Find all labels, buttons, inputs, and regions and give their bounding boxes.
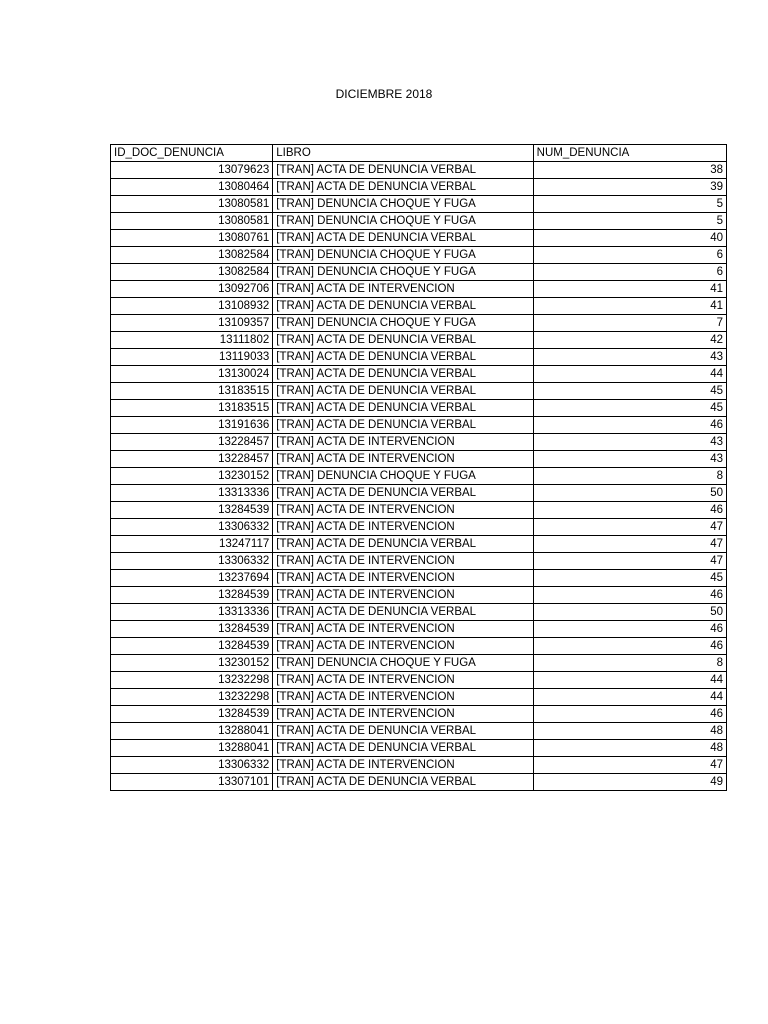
cell-libro: [TRAN] DENUNCIA CHOQUE Y FUGA xyxy=(273,213,533,230)
cell-libro: [TRAN] DENUNCIA CHOQUE Y FUGA xyxy=(273,315,533,332)
cell-id-doc-denuncia: 13232298 xyxy=(111,689,273,706)
table-row xyxy=(111,366,727,383)
cell-num-denuncia: 8 xyxy=(533,655,726,672)
table-row xyxy=(111,740,727,757)
cell-num-denuncia: 47 xyxy=(533,553,726,570)
cell-id-doc-denuncia: 13284539 xyxy=(111,621,273,638)
cell-libro: [TRAN] ACTA DE DENUNCIA VERBAL xyxy=(273,536,533,553)
cell-libro: [TRAN] ACTA DE DENUNCIA VERBAL xyxy=(273,230,533,247)
table-header-row xyxy=(111,145,727,162)
cell-id-doc-denuncia: 13306332 xyxy=(111,757,273,774)
cell-num-denuncia: 5 xyxy=(533,196,726,213)
table-row xyxy=(111,247,727,264)
table-row xyxy=(111,621,727,638)
table-row xyxy=(111,468,727,485)
cell-num-denuncia: 49 xyxy=(533,774,726,791)
table-row xyxy=(111,179,727,196)
cell-libro: [TRAN] ACTA DE INTERVENCION xyxy=(273,281,533,298)
cell-num-denuncia: 39 xyxy=(533,179,726,196)
cell-libro: [TRAN] ACTA DE DENUNCIA VERBAL xyxy=(273,179,533,196)
table-row xyxy=(111,451,727,468)
cell-num-denuncia: 46 xyxy=(533,621,726,638)
table-row xyxy=(111,315,727,332)
cell-id-doc-denuncia: 13313336 xyxy=(111,485,273,502)
cell-id-doc-denuncia: 13191636 xyxy=(111,417,273,434)
cell-id-doc-denuncia: 13247117 xyxy=(111,536,273,553)
cell-num-denuncia: 46 xyxy=(533,638,726,655)
cell-num-denuncia: 42 xyxy=(533,332,726,349)
cell-id-doc-denuncia: 13230152 xyxy=(111,655,273,672)
cell-libro: [TRAN] ACTA DE DENUNCIA VERBAL xyxy=(273,723,533,740)
page-title: DICIEMBRE 2018 xyxy=(335,87,433,101)
table-row xyxy=(111,264,727,281)
cell-num-denuncia: 45 xyxy=(533,400,726,417)
cell-id-doc-denuncia: 13284539 xyxy=(111,638,273,655)
table-row xyxy=(111,655,727,672)
cell-id-doc-denuncia: 13080581 xyxy=(111,196,273,213)
cell-num-denuncia: 44 xyxy=(533,689,726,706)
cell-num-denuncia: 40 xyxy=(533,230,726,247)
cell-libro: [TRAN] ACTA DE INTERVENCION xyxy=(273,519,533,536)
cell-id-doc-denuncia: 13109357 xyxy=(111,315,273,332)
cell-id-doc-denuncia: 13119033 xyxy=(111,349,273,366)
header-id-doc-denuncia: ID_DOC_DENUNCIA xyxy=(111,145,273,162)
table-row xyxy=(111,638,727,655)
denuncias-table xyxy=(110,144,727,791)
cell-libro: [TRAN] DENUNCIA CHOQUE Y FUGA xyxy=(273,468,533,485)
cell-id-doc-denuncia: 13082584 xyxy=(111,247,273,264)
cell-libro: [TRAN] ACTA DE INTERVENCION xyxy=(273,570,533,587)
cell-id-doc-denuncia: 13232298 xyxy=(111,672,273,689)
cell-num-denuncia: 7 xyxy=(533,315,726,332)
cell-num-denuncia: 43 xyxy=(533,349,726,366)
cell-num-denuncia: 47 xyxy=(533,536,726,553)
cell-libro: [TRAN] ACTA DE INTERVENCION xyxy=(273,689,533,706)
table-row xyxy=(111,434,727,451)
cell-id-doc-denuncia: 13080464 xyxy=(111,179,273,196)
cell-libro: [TRAN] ACTA DE DENUNCIA VERBAL xyxy=(273,332,533,349)
table-row xyxy=(111,774,727,791)
cell-num-denuncia: 6 xyxy=(533,264,726,281)
cell-libro: [TRAN] ACTA DE INTERVENCION xyxy=(273,672,533,689)
cell-libro: [TRAN] ACTA DE INTERVENCION xyxy=(273,706,533,723)
table-row xyxy=(111,162,727,179)
cell-id-doc-denuncia: 13284539 xyxy=(111,706,273,723)
cell-libro: [TRAN] ACTA DE INTERVENCION xyxy=(273,587,533,604)
cell-libro: [TRAN] ACTA DE DENUNCIA VERBAL xyxy=(273,298,533,315)
cell-num-denuncia: 48 xyxy=(533,723,726,740)
cell-id-doc-denuncia: 13284539 xyxy=(111,502,273,519)
cell-num-denuncia: 46 xyxy=(533,417,726,434)
cell-num-denuncia: 50 xyxy=(533,485,726,502)
cell-id-doc-denuncia: 13306332 xyxy=(111,519,273,536)
cell-libro: [TRAN] ACTA DE INTERVENCION xyxy=(273,757,533,774)
cell-num-denuncia: 48 xyxy=(533,740,726,757)
cell-libro: [TRAN] ACTA DE INTERVENCION xyxy=(273,638,533,655)
cell-id-doc-denuncia: 13079623 xyxy=(111,162,273,179)
cell-id-doc-denuncia: 13228457 xyxy=(111,451,273,468)
cell-libro: [TRAN] ACTA DE DENUNCIA VERBAL xyxy=(273,740,533,757)
cell-num-denuncia: 46 xyxy=(533,502,726,519)
table-row xyxy=(111,196,727,213)
header-libro: LIBRO xyxy=(273,145,533,162)
cell-id-doc-denuncia: 13080581 xyxy=(111,213,273,230)
cell-id-doc-denuncia: 13130024 xyxy=(111,366,273,383)
cell-libro: [TRAN] ACTA DE DENUNCIA VERBAL xyxy=(273,485,533,502)
cell-id-doc-denuncia: 13082584 xyxy=(111,264,273,281)
cell-libro: [TRAN] ACTA DE DENUNCIA VERBAL xyxy=(273,417,533,434)
table-row xyxy=(111,400,727,417)
cell-libro: [TRAN] ACTA DE INTERVENCION xyxy=(273,621,533,638)
table-row xyxy=(111,519,727,536)
cell-num-denuncia: 6 xyxy=(533,247,726,264)
cell-id-doc-denuncia: 13230152 xyxy=(111,468,273,485)
table-row xyxy=(111,536,727,553)
table-row xyxy=(111,689,727,706)
cell-num-denuncia: 47 xyxy=(533,519,726,536)
cell-num-denuncia: 43 xyxy=(533,451,726,468)
cell-num-denuncia: 43 xyxy=(533,434,726,451)
cell-id-doc-denuncia: 13228457 xyxy=(111,434,273,451)
cell-libro: [TRAN] ACTA DE DENUNCIA VERBAL xyxy=(273,383,533,400)
cell-libro: [TRAN] DENUNCIA CHOQUE Y FUGA xyxy=(273,196,533,213)
cell-id-doc-denuncia: 13284539 xyxy=(111,587,273,604)
cell-id-doc-denuncia: 13183515 xyxy=(111,383,273,400)
cell-num-denuncia: 46 xyxy=(533,706,726,723)
cell-libro: [TRAN] ACTA DE DENUNCIA VERBAL xyxy=(273,162,533,179)
table-row xyxy=(111,587,727,604)
table-row xyxy=(111,485,727,502)
table-row xyxy=(111,553,727,570)
table-row xyxy=(111,570,727,587)
table-row xyxy=(111,349,727,366)
cell-libro: [TRAN] ACTA DE INTERVENCION xyxy=(273,434,533,451)
cell-num-denuncia: 38 xyxy=(533,162,726,179)
cell-num-denuncia: 45 xyxy=(533,383,726,400)
cell-id-doc-denuncia: 13092706 xyxy=(111,281,273,298)
cell-num-denuncia: 44 xyxy=(533,366,726,383)
table-row xyxy=(111,230,727,247)
cell-num-denuncia: 8 xyxy=(533,468,726,485)
header-num-denuncia: NUM_DENUNCIA xyxy=(533,145,726,162)
cell-id-doc-denuncia: 13288041 xyxy=(111,740,273,757)
cell-num-denuncia: 41 xyxy=(533,298,726,315)
cell-libro: [TRAN] ACTA DE INTERVENCION xyxy=(273,502,533,519)
cell-libro: [TRAN] DENUNCIA CHOQUE Y FUGA xyxy=(273,247,533,264)
cell-id-doc-denuncia: 13306332 xyxy=(111,553,273,570)
table-row xyxy=(111,383,727,400)
cell-num-denuncia: 41 xyxy=(533,281,726,298)
cell-id-doc-denuncia: 13237694 xyxy=(111,570,273,587)
cell-num-denuncia: 45 xyxy=(533,570,726,587)
cell-num-denuncia: 46 xyxy=(533,587,726,604)
cell-id-doc-denuncia: 13111802 xyxy=(111,332,273,349)
cell-num-denuncia: 50 xyxy=(533,604,726,621)
table-row xyxy=(111,604,727,621)
cell-libro: [TRAN] ACTA DE DENUNCIA VERBAL xyxy=(273,349,533,366)
table-body xyxy=(111,162,727,791)
cell-libro: [TRAN] ACTA DE DENUNCIA VERBAL xyxy=(273,366,533,383)
table-row xyxy=(111,417,727,434)
cell-id-doc-denuncia: 13108932 xyxy=(111,298,273,315)
table-row xyxy=(111,706,727,723)
cell-libro: [TRAN] ACTA DE DENUNCIA VERBAL xyxy=(273,400,533,417)
cell-libro: [TRAN] DENUNCIA CHOQUE Y FUGA xyxy=(273,264,533,281)
cell-libro: [TRAN] DENUNCIA CHOQUE Y FUGA xyxy=(273,655,533,672)
table-row xyxy=(111,723,727,740)
cell-id-doc-denuncia: 13313336 xyxy=(111,604,273,621)
cell-num-denuncia: 47 xyxy=(533,757,726,774)
table-row xyxy=(111,298,727,315)
table-row xyxy=(111,502,727,519)
cell-libro: [TRAN] ACTA DE DENUNCIA VERBAL xyxy=(273,604,533,621)
cell-libro: [TRAN] ACTA DE INTERVENCION xyxy=(273,451,533,468)
cell-id-doc-denuncia: 13183515 xyxy=(111,400,273,417)
cell-id-doc-denuncia: 13288041 xyxy=(111,723,273,740)
cell-num-denuncia: 5 xyxy=(533,213,726,230)
cell-libro: [TRAN] ACTA DE DENUNCIA VERBAL xyxy=(273,774,533,791)
table-row xyxy=(111,332,727,349)
table-row xyxy=(111,281,727,298)
cell-id-doc-denuncia: 13307101 xyxy=(111,774,273,791)
table-row xyxy=(111,757,727,774)
cell-num-denuncia: 44 xyxy=(533,672,726,689)
cell-id-doc-denuncia: 13080761 xyxy=(111,230,273,247)
table-row xyxy=(111,672,727,689)
table-row xyxy=(111,213,727,230)
cell-libro: [TRAN] ACTA DE INTERVENCION xyxy=(273,553,533,570)
